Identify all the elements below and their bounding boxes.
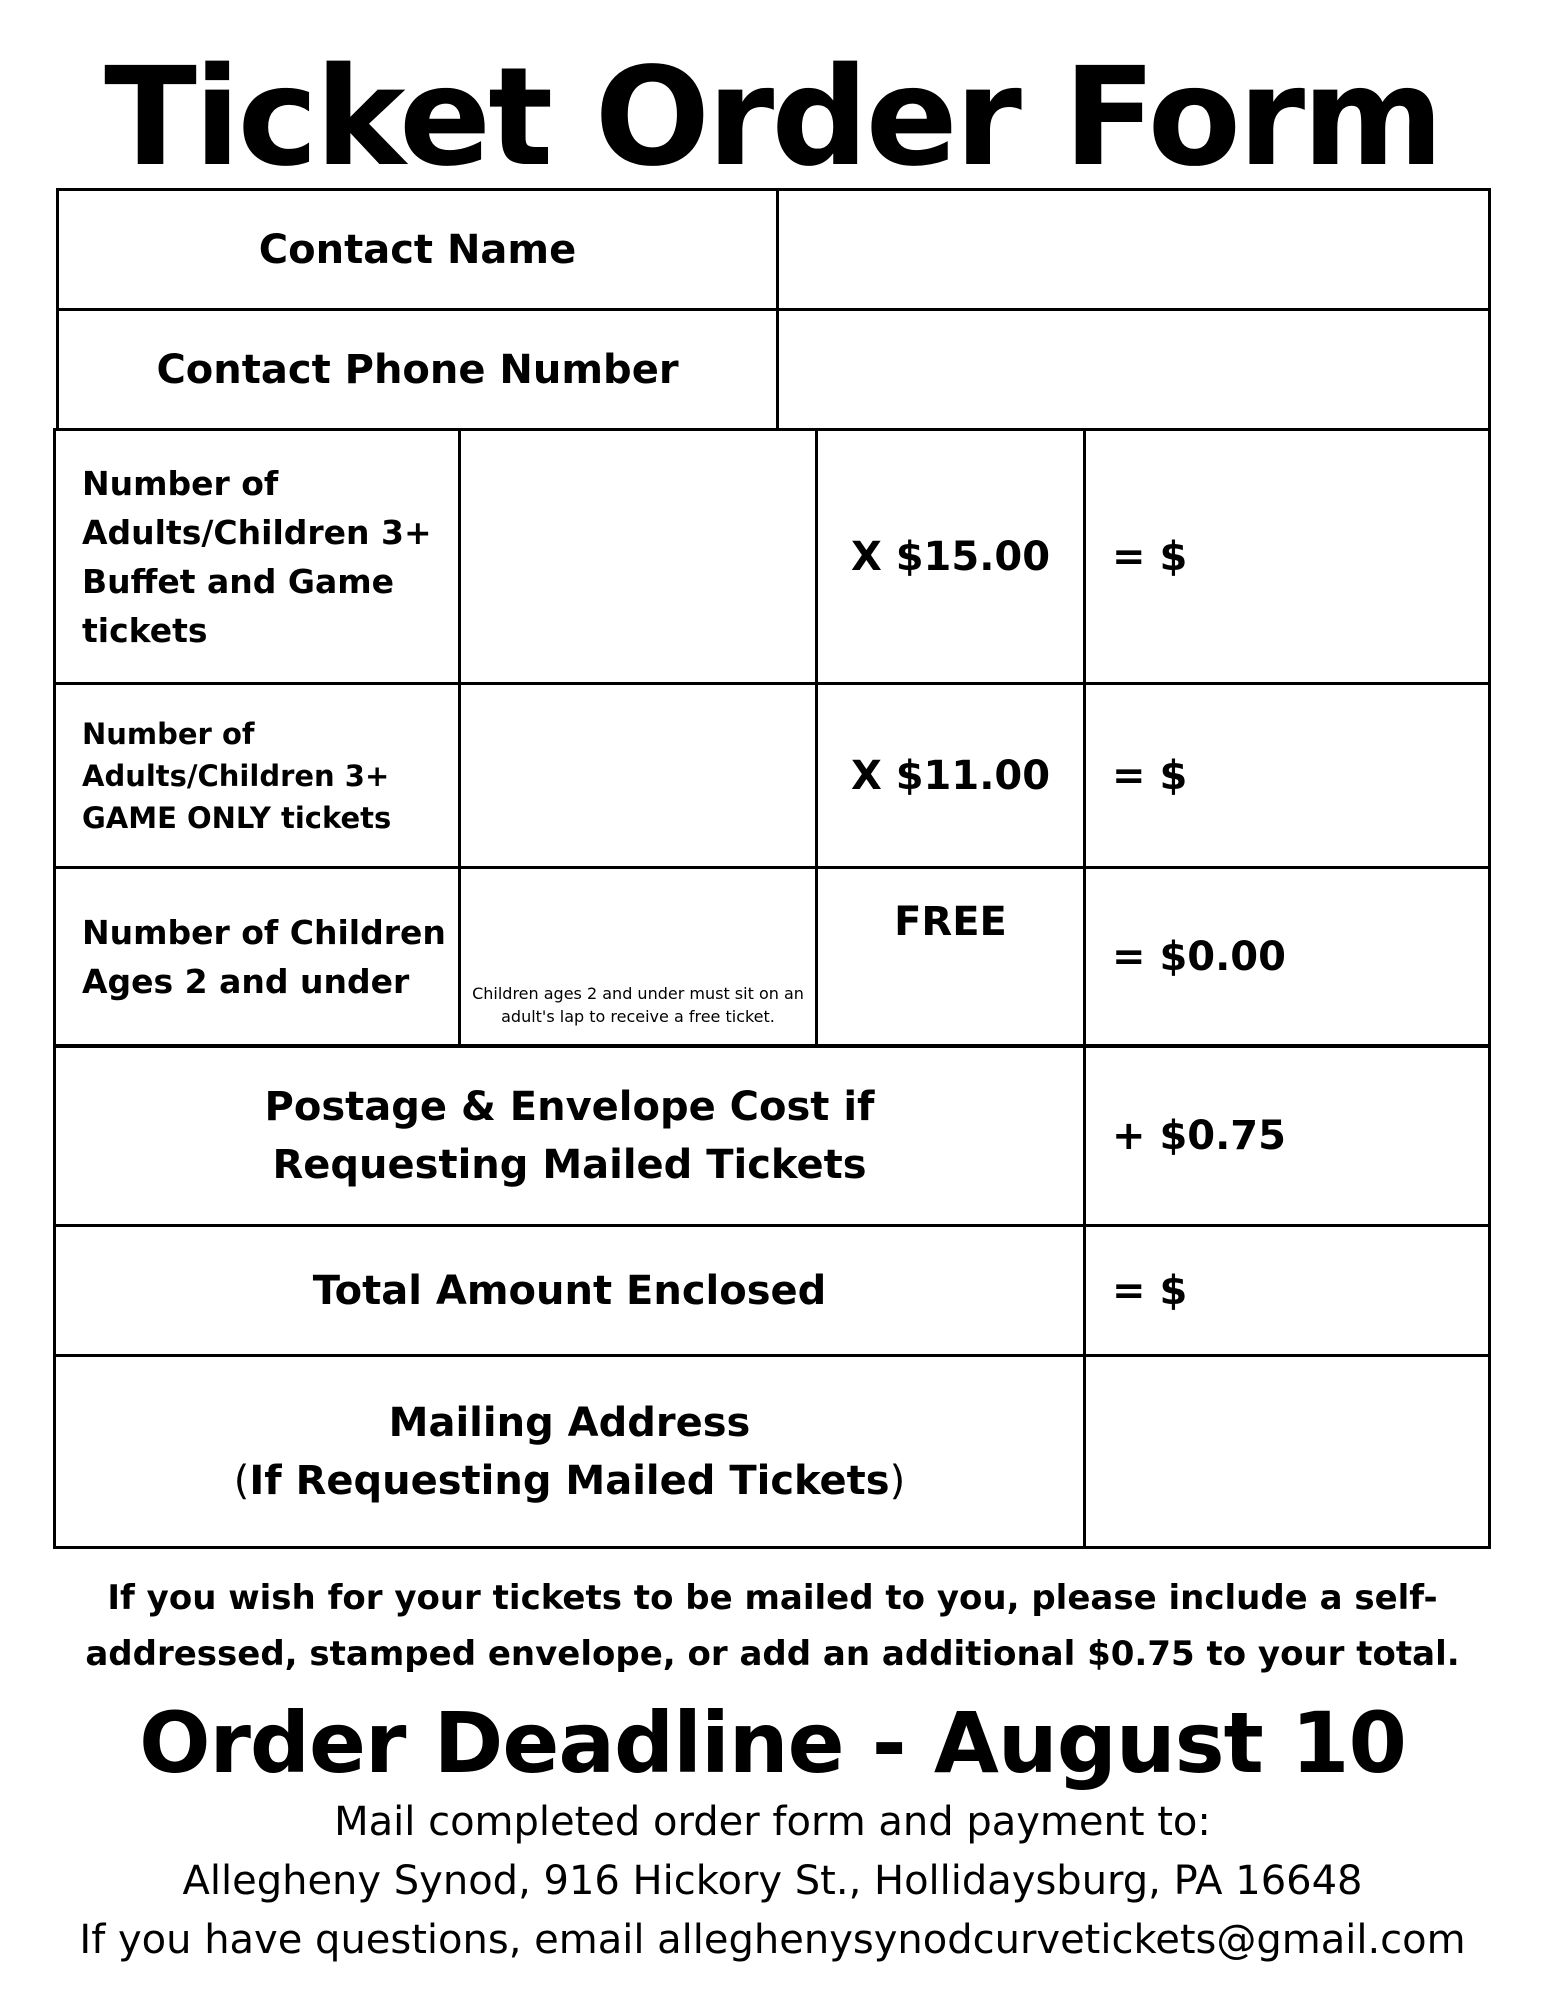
buffet-ticket-label: Number of Adults/Children 3+ Buffet and Game tickets — [55, 430, 460, 684]
order-deadline: Order Deadline - August 10 — [139, 1694, 1406, 1792]
buffet-ticket-amount[interactable]: = $ — [1085, 430, 1490, 684]
child-ticket-row — [55, 868, 1490, 1046]
child-ticket-quantity-field[interactable] — [460, 868, 817, 1046]
mail-info — [0, 1793, 1545, 1970]
buffet-ticket-row — [55, 430, 1490, 684]
game-only-ticket-amount[interactable]: = $ — [1085, 684, 1490, 868]
tickets-table — [53, 428, 1491, 1047]
summary-table — [53, 1045, 1491, 1549]
mail-instructions: Mail completed order form and payment to: — [334, 1799, 1211, 1845]
total-row — [55, 1226, 1490, 1356]
mailing-address-subtitle — [56, 1452, 1083, 1510]
mailing-address-close-paren: ) — [889, 1457, 906, 1504]
contact-email-line: If you have questions, email alleghenysynodcurvetickets@gmail.com — [79, 1917, 1466, 1963]
postage-row — [55, 1047, 1490, 1226]
contact-phone-field[interactable] — [778, 310, 1490, 430]
contact-name-row — [58, 190, 1490, 310]
mailing-notice: If you wish for your tickets to be mailed to you, please include a self-addressed, stamped envelope, or add an additional $0.75 to your total. — [85, 1578, 1460, 1674]
mailing-address-row — [55, 1356, 1490, 1548]
mailing-address-condition: If Requesting Mailed Tickets — [249, 1457, 890, 1504]
contact-name-field[interactable] — [778, 190, 1490, 310]
game-only-ticket-row — [55, 684, 1490, 868]
postage-label — [55, 1047, 1085, 1226]
child-ticket-label: Number of Children Ages 2 and under — [55, 868, 460, 1046]
mailing-address-open-paren: ( — [233, 1457, 250, 1504]
child-ticket-note: Children ages 2 and under must sit on an adult's lap to receive a free ticket. — [472, 984, 804, 1026]
contact-phone-row — [58, 310, 1490, 430]
contact-name-label: Contact Name — [58, 190, 778, 310]
contact-phone-label: Contact Phone Number — [58, 310, 778, 430]
page-title: Ticket Order Form — [104, 39, 1441, 197]
total-amount[interactable]: = $ — [1085, 1226, 1490, 1356]
child-ticket-amount: = $0.00 — [1085, 868, 1490, 1046]
child-ticket-price: FREE — [817, 868, 1085, 1046]
buffet-ticket-quantity-field[interactable] — [460, 430, 817, 684]
mailing-address-field[interactable] — [1085, 1356, 1490, 1548]
postage-amount: + $0.75 — [1085, 1047, 1490, 1226]
mail-address: Allegheny Synod, 916 Hickory St., Hollidaysburg, PA 16648 — [182, 1858, 1363, 1904]
mailing-address-title: Mailing Address — [388, 1399, 751, 1446]
mailing-address-label — [55, 1356, 1085, 1548]
game-only-ticket-price: X $11.00 — [817, 684, 1085, 868]
game-only-ticket-quantity-field[interactable] — [460, 684, 817, 868]
contact-table — [56, 188, 1491, 431]
game-only-ticket-label: Number of Adults/Children 3+ GAME ONLY tickets — [55, 684, 460, 868]
postage-label-text: Postage & Envelope Cost if Requesting Mailed Tickets — [264, 1084, 875, 1188]
buffet-ticket-price: X $15.00 — [817, 430, 1085, 684]
total-label: Total Amount Enclosed — [55, 1226, 1085, 1356]
